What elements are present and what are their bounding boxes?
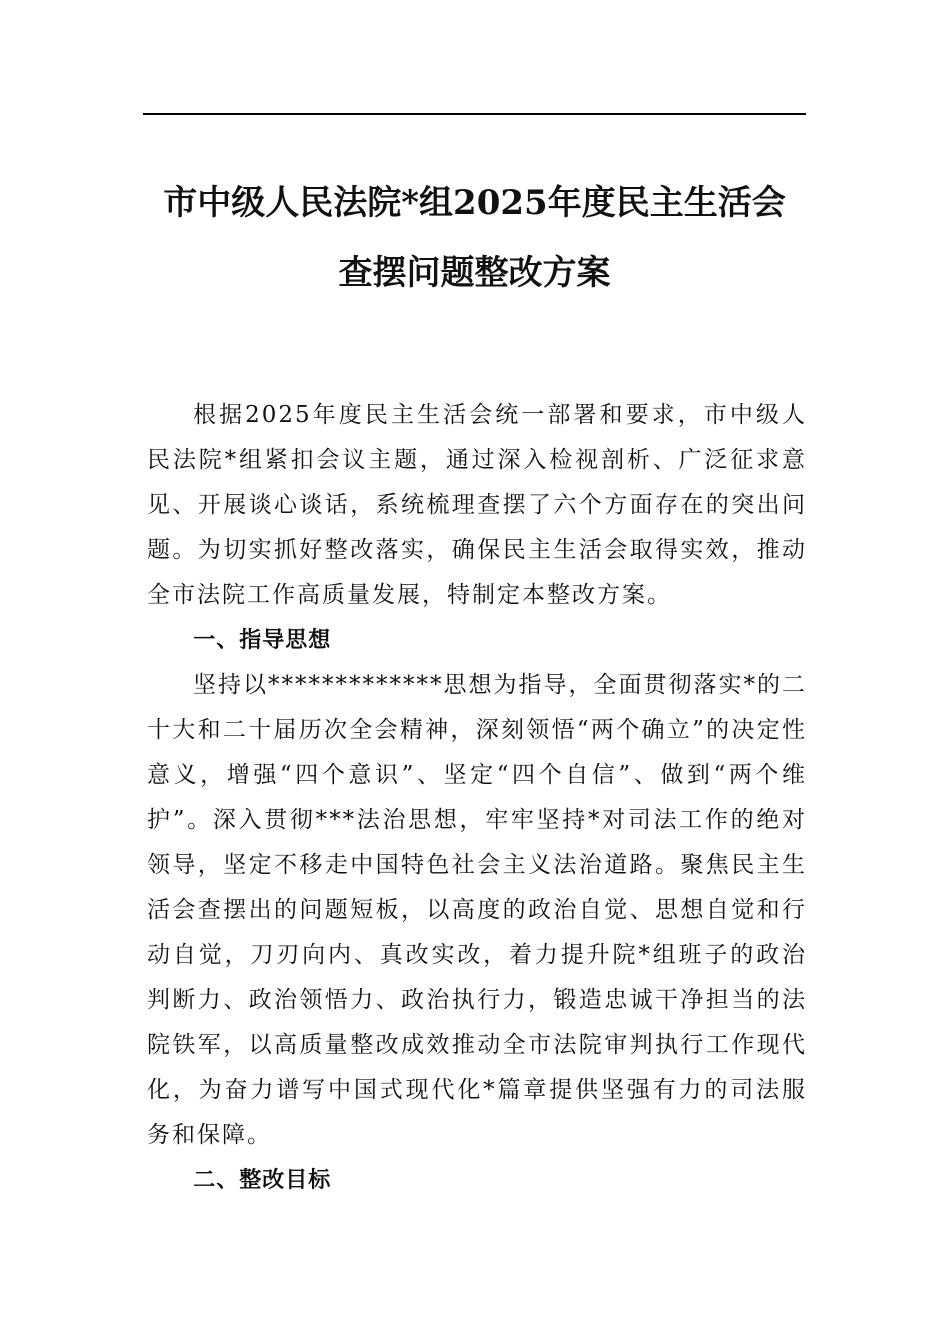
header-rule bbox=[143, 113, 806, 115]
guiding-thought-paragraph: 坚持以*************思想为指导，全面贯彻落实*的二十大和二十届历次全会精神，深刻领悟“两个确立”的决定性意义，增强“四个意识”、坚定“四个自信”、做到“两个维护”。深入贯彻***法治思想，牢牢坚持*对司法工作的绝对领导，坚定不移走中国特色社会主义法治道路。聚焦民主生活会查摆出的问题短板，以高度的政治自觉、思想自觉和行动自觉，刀刃向内、真改实改，着力提升院*组班子的政治判断力、政治领悟力、政治执行力，锻造忠诚干净担当的法院铁军，以高质量整改成效推动全市法院审判执行工作现代化，为奋力谱写中国式现代化*篇章提供坚强有力的司法服务和保障。 bbox=[147, 672, 807, 1148]
section-heading-guiding-thought: 一、指导思想 bbox=[193, 628, 332, 653]
document-title bbox=[143, 168, 806, 308]
document-body bbox=[147, 393, 807, 1203]
title-line-1: 市中级人民法院*组2025年度民主生活会 bbox=[163, 183, 786, 223]
title-line-2: 查摆问题整改方案 bbox=[338, 253, 611, 293]
section-heading-rectification-goals: 二、整改目标 bbox=[193, 1168, 332, 1193]
intro-paragraph: 根据2025年度民主生活会统一部署和要求，市中级人民法院*组紧扣会议主题，通过深入检视剖析、广泛征求意见、开展谈心谈话，系统梳理查摆了六个方面存在的突出问题。为切实抓好整改落实，确保民主生活会取得实效，推动全市法院工作高质量发展，特制定本整改方案。 bbox=[147, 402, 807, 608]
